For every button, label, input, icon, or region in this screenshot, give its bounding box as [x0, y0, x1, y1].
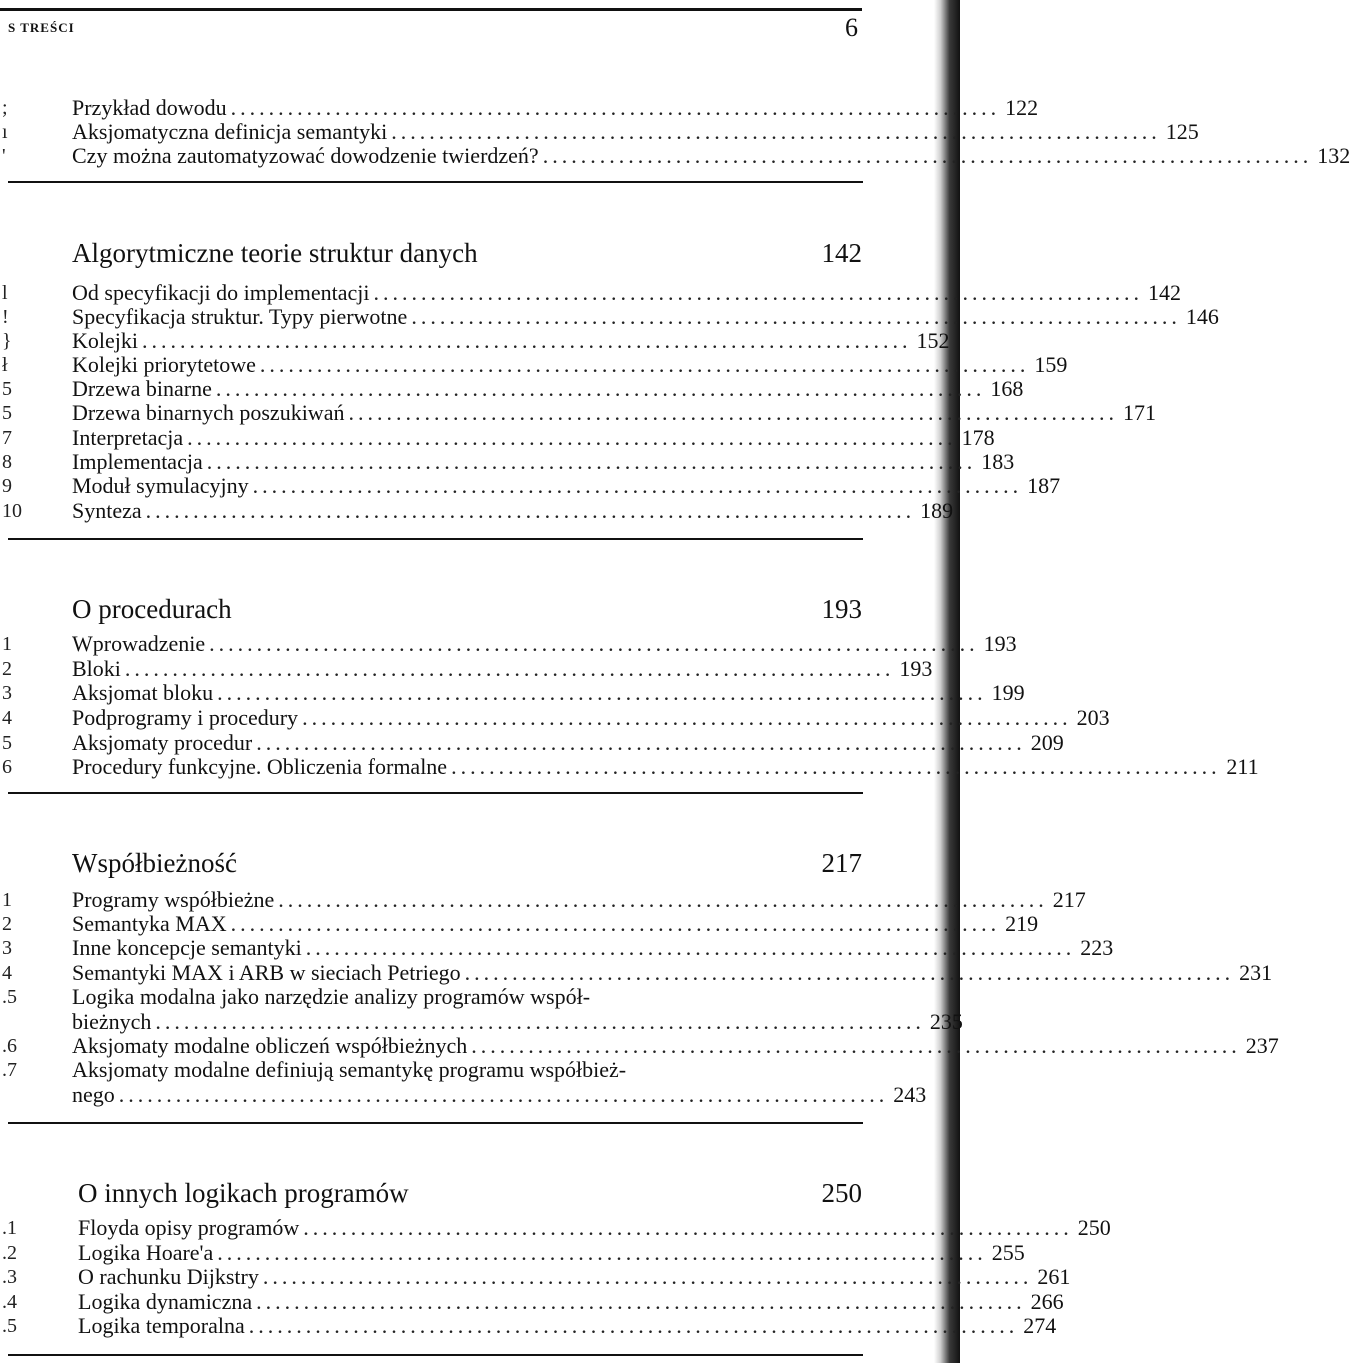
chapter-page: 250 [821, 1178, 862, 1208]
toc-entry-page: 183 [981, 449, 1015, 474]
toc-entry-page: 125 [1165, 119, 1199, 144]
toc-entry [78, 1215, 1111, 1240]
toc-entry [72, 425, 995, 450]
toc-entry-page: 209 [1030, 730, 1064, 755]
dot-leader: ................................................................................. [209, 631, 979, 656]
dot-leader: ................................................................................. [217, 1240, 987, 1265]
section-number: ; [2, 97, 8, 119]
toc-entry [72, 119, 1199, 144]
toc-entry-page: 132 [1317, 143, 1350, 168]
section-number: 4 [2, 707, 12, 729]
toc-entry-label: Podprogramy i procedury [72, 705, 299, 730]
dot-leader: ................................................................................. [230, 911, 1001, 936]
section-number: .4 [2, 1291, 17, 1313]
section-number: ł [2, 354, 8, 376]
toc-entry-label-line1: Logika modalna jako narzędzie analizy programów współ- [72, 984, 591, 1009]
chapter-title: Współbieżność [72, 848, 237, 878]
section-number: 10 [2, 500, 22, 522]
toc-entry-page: 250 [1077, 1215, 1111, 1240]
toc-entry-label: Przykład dowodu [72, 95, 227, 120]
dot-leader: ................................................................................. [256, 1289, 1026, 1314]
toc-entry-label: Semantyki MAX i ARB w sieciach Petriego [72, 960, 461, 985]
toc-entry-page: 171 [1122, 400, 1156, 425]
toc-entry-page: 235 [929, 1009, 963, 1034]
toc-entry-label: bieżnych [72, 1009, 152, 1034]
toc-entry [72, 95, 1039, 120]
toc-entry-label: Aksjomaty modalne obliczeń współbieżnych [72, 1033, 468, 1058]
toc-entry-label: Kolejki [72, 328, 138, 353]
header-rule [0, 8, 862, 11]
section-number: 3 [2, 937, 12, 959]
dot-leader: ................................................................................. [252, 473, 1023, 498]
section-number: 2 [2, 913, 12, 935]
section-rule [8, 792, 863, 794]
toc-entry [72, 680, 1025, 705]
section-rule [8, 538, 863, 540]
toc-entry-label: Czy można zautomatyzować dowodzenie twierdzeń? [72, 143, 539, 168]
dot-leader: ................................................................................. [373, 280, 1144, 305]
toc-entry [72, 376, 1024, 401]
toc-entry-page: 168 [990, 376, 1024, 401]
toc-entry-page: 122 [1005, 95, 1039, 120]
section-number: .6 [2, 1035, 17, 1057]
section-number: 5 [2, 732, 12, 754]
toc-entry [72, 754, 1259, 779]
dot-leader: ................................................................................. [217, 680, 987, 705]
dot-leader: ................................................................................. [305, 935, 1076, 960]
toc-entry-label: Logika temporalna [78, 1313, 245, 1338]
toc-entry-label: Aksjomaty procedur [72, 730, 253, 755]
toc-entry-page: 261 [1037, 1264, 1071, 1289]
section-rule [8, 1122, 863, 1124]
dot-leader: ................................................................................. [248, 1313, 1019, 1338]
dot-leader: ................................................................................. [303, 1215, 1073, 1240]
toc-entry [72, 887, 1086, 912]
toc-entry [72, 631, 1017, 656]
toc-entry-page: 193 [983, 631, 1017, 656]
toc-entry [78, 1289, 1064, 1314]
dot-leader: ................................................................................. [256, 730, 1026, 755]
toc-entry [72, 1082, 927, 1107]
toc-entry-label: Aksjomat bloku [72, 680, 214, 705]
dot-leader: ................................................................................. [124, 656, 895, 681]
chapter-title: Algorytmiczne teorie struktur danych [72, 238, 478, 268]
toc-entry-label: Bloki [72, 656, 121, 681]
toc-entry-label: O rachunku Dijkstry [78, 1264, 259, 1289]
toc-entry-label: Interpretacja [72, 425, 184, 450]
toc-entry-page: 152 [916, 328, 950, 353]
dot-leader: ................................................................................. [118, 1082, 889, 1107]
section-number: 1 [2, 889, 12, 911]
section-number: .3 [2, 1266, 17, 1288]
section-number: } [2, 330, 12, 352]
toc-entry-label: Programy współbieżne [72, 887, 275, 912]
toc-entry-page: 219 [1005, 911, 1039, 936]
section-rule [8, 1354, 863, 1356]
running-header: S TREŚCI [8, 20, 75, 35]
toc-entry-label: Synteza [72, 498, 142, 523]
dot-leader: ................................................................................. [215, 376, 986, 401]
toc-entry-page: 266 [1030, 1289, 1064, 1314]
toc-entry [72, 911, 1039, 936]
dot-leader: ................................................................................. [230, 95, 1001, 120]
toc-entry [72, 935, 1114, 960]
section-number: .1 [2, 1217, 17, 1239]
toc-entry [72, 705, 1110, 730]
dot-leader: ................................................................................. [451, 754, 1221, 779]
toc-entry-label: Semantyka MAX [72, 911, 227, 936]
toc-entry [72, 498, 954, 523]
page-number: 6 [845, 13, 858, 42]
section-number: 3 [2, 682, 12, 704]
toc-entry-label: Inne koncepcje semantyki [72, 935, 302, 960]
toc-entry [72, 960, 1273, 985]
dot-leader: ................................................................................. [206, 449, 977, 474]
toc-entry-page: 187 [1027, 473, 1061, 498]
dot-leader: ................................................................................. [142, 328, 912, 353]
dot-leader: ................................................................................. [391, 119, 1161, 144]
toc-entry-label: nego [72, 1082, 115, 1107]
toc-entry-label-line1: Aksjomaty modalne definiują semantykę programu współbież- [72, 1057, 627, 1082]
toc-entry-page: 142 [1148, 280, 1182, 305]
toc-entry [78, 1264, 1071, 1289]
dot-leader: ................................................................................. [302, 705, 1072, 730]
toc-entry [72, 656, 933, 681]
section-number: 8 [2, 451, 12, 473]
section-number: .2 [2, 1242, 17, 1264]
chapter-page: 193 [821, 594, 862, 624]
dot-leader: ................................................................................. [187, 425, 957, 450]
toc-entry-page: 255 [991, 1240, 1025, 1265]
toc-entry [72, 143, 1350, 168]
toc-entry-label: Aksjomatyczna definicja semantyki [72, 119, 388, 144]
dot-leader: ................................................................................. [262, 1264, 1033, 1289]
toc-entry-label: Drzewa binarne [72, 376, 212, 401]
toc-entry [78, 1240, 1025, 1265]
section-number: 1 [2, 633, 12, 655]
toc-entry-page: 217 [1052, 887, 1086, 912]
toc-entry-label: Specyfikacja struktur. Typy pierwotne [72, 304, 408, 329]
toc-entry [72, 328, 950, 353]
toc-entry-page: 274 [1023, 1313, 1057, 1338]
toc-entry-label: Logika dynamiczna [78, 1289, 253, 1314]
dot-leader: ................................................................................. [145, 498, 916, 523]
toc-entry-page: 193 [899, 656, 933, 681]
toc-entry-label: Od specyfikacji do implementacji [72, 280, 370, 305]
toc-entry [72, 352, 1068, 377]
toc-entry [72, 473, 1061, 498]
toc-entry-page: 199 [991, 680, 1025, 705]
section-number: l [2, 282, 8, 304]
dot-leader: ................................................................................. [411, 304, 1181, 329]
section-number: 7 [2, 427, 12, 449]
section-number: 5 [2, 402, 12, 424]
toc-entry-page: 211 [1226, 754, 1259, 779]
toc-entry-label: Drzewa binarnych poszukiwań [72, 400, 345, 425]
toc-entry [72, 280, 1182, 305]
toc-entry [78, 1313, 1057, 1338]
toc-entry [72, 1009, 963, 1034]
chapter-title: O procedurach [72, 594, 232, 624]
dot-leader: ................................................................................. [464, 960, 1235, 985]
section-number: 6 [2, 756, 12, 778]
section-number: .5 [2, 1315, 17, 1337]
toc-entry-label: Logika Hoare'a [78, 1240, 214, 1265]
toc-entry [72, 400, 1156, 425]
toc-entry [72, 304, 1219, 329]
dot-leader: ................................................................................. [348, 400, 1118, 425]
toc-entry-page: 237 [1245, 1033, 1279, 1058]
toc-entry-page: 203 [1076, 705, 1110, 730]
toc-entry [72, 1033, 1279, 1058]
toc-entry-page: 146 [1185, 304, 1219, 329]
toc-entry-page: 231 [1239, 960, 1273, 985]
chapter-page: 142 [821, 238, 862, 268]
dot-leader: ................................................................................. [259, 352, 1030, 377]
dot-leader: ................................................................................. [542, 143, 1313, 168]
toc-entry-page: 178 [961, 425, 995, 450]
section-rule [8, 181, 863, 183]
toc-entry-page: 159 [1034, 352, 1068, 377]
toc-entry-label: Moduł symulacyjny [72, 473, 249, 498]
toc-entry-label: Procedury funkcyjne. Obliczenia formalne [72, 754, 448, 779]
section-number: 2 [2, 658, 12, 680]
section-number: ı [2, 121, 8, 143]
section-number: ! [2, 306, 9, 328]
section-number: ' [2, 145, 6, 167]
chapter-page: 217 [821, 848, 862, 878]
toc-entry-label: Wprowadzenie [72, 631, 206, 656]
toc-entry-label: Implementacja [72, 449, 203, 474]
dot-leader: ................................................................................. [471, 1033, 1241, 1058]
toc-entry-label: Kolejki priorytetowe [72, 352, 256, 377]
toc-entry-page: 243 [893, 1082, 927, 1107]
dot-leader: ................................................................................. [155, 1009, 925, 1034]
toc-entry-label: Floyda opisy programów [78, 1215, 300, 1240]
chapter-title: O innych logikach programów [78, 1178, 409, 1208]
toc-entry [72, 449, 1015, 474]
section-number: 9 [2, 475, 12, 497]
section-number: 4 [2, 962, 12, 984]
section-number: .5 [2, 986, 17, 1008]
toc-entry [72, 730, 1064, 755]
section-number: .7 [2, 1059, 17, 1081]
section-number: 5 [2, 378, 12, 400]
dot-leader: ................................................................................. [278, 887, 1048, 912]
toc-entry-page: 223 [1080, 935, 1114, 960]
toc-entry-page: 189 [920, 498, 954, 523]
